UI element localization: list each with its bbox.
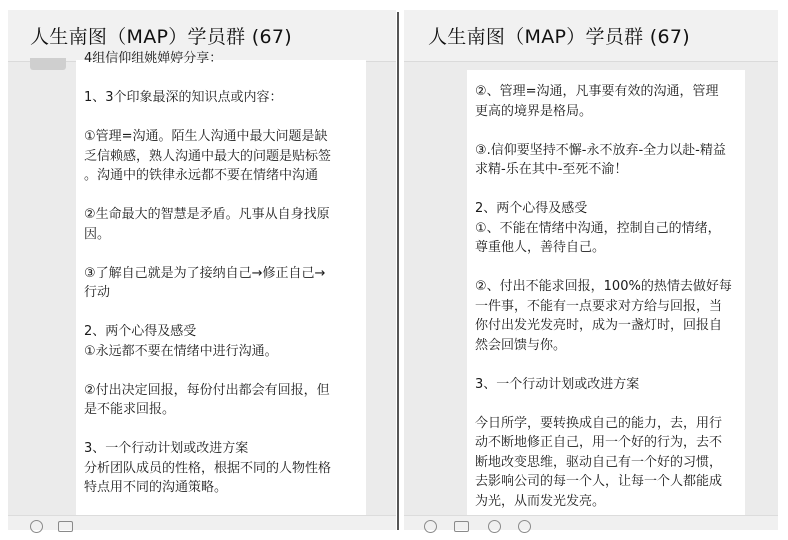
message-line: 求精-乐在其中-至死不渝！ — [475, 162, 628, 177]
message-line: 断地改变思维，驱动自己有一个好的习惯， — [475, 454, 723, 470]
blank-line — [84, 420, 358, 440]
message-line: 2、两个心得及感受 — [84, 324, 197, 339]
blank-line — [84, 303, 358, 323]
blank-line — [84, 186, 358, 206]
blank-line — [475, 394, 737, 414]
screenshot-divider — [397, 12, 399, 530]
blank-line — [475, 180, 737, 200]
folder-icon[interactable] — [58, 521, 73, 532]
message-line: 1、3个印象最深的知识点或内容： — [84, 90, 283, 105]
message-line: 分析团队成员的性格，根据不同的人物性格 — [84, 460, 332, 476]
message-line: ③.信仰要坚持不懈-永不放弃-全力以赴-精益 — [475, 142, 726, 158]
message-line: 尊重他人，善待自己。 — [475, 240, 606, 255]
message-line: 乏信赖感，熟人沟通中最大的问题是贴标签 — [84, 148, 332, 164]
message-line: 2、两个心得及感受 — [475, 201, 588, 216]
emoji-icon[interactable] — [424, 520, 437, 533]
message-line: ②生命最大的智慧是矛盾。凡事从自身找原 — [84, 207, 330, 222]
group-chat-title: 人生南图（MAP）学员群 (67) — [30, 26, 292, 48]
message-line: 是不能求回报。 — [84, 402, 176, 417]
folder-icon[interactable] — [454, 521, 469, 532]
chat-header — [404, 10, 778, 62]
message-line: 去影响公司的每一个人，让每一个人都能成 — [475, 474, 723, 489]
message-line: ③了解自己就是为了接纳自己→修正自己→ — [84, 265, 326, 281]
message-line: 一件事，不能有一点要求对方给与回报，当 — [475, 298, 723, 314]
message-line: 特点用不同的沟通策略。 — [84, 480, 228, 495]
message-line: 然会回馈与你。 — [475, 337, 567, 353]
blank-line — [84, 69, 358, 89]
chat-input-toolbar — [8, 515, 396, 530]
message-line: 今日所学，要转换成自己的能力，去，用行 — [475, 415, 723, 431]
message-line: 为光，从而发光发亮。 — [475, 493, 606, 509]
message-line: 。沟通中的铁律永远都不要在情绪中沟通 — [84, 168, 319, 183]
message-line: 动不断地修正自己，用一个好的行为，去不 — [475, 435, 723, 450]
group-chat-title: 人生南图（MAP）学员群 (67) — [428, 26, 690, 48]
blank-line — [84, 244, 358, 264]
message-bubble — [76, 51, 366, 515]
message-line: 4组信仰组姚婵婷分享： — [84, 51, 223, 66]
message-line: ①永远都不要在情绪中进行沟通。 — [84, 343, 278, 359]
message-line: 更高的境界是格局。 — [475, 103, 593, 119]
message-bubble — [467, 70, 745, 515]
message-line: 你付出发光发亮时，成为一盏灯时，回报自 — [475, 318, 723, 333]
message-line: ①管理=沟通。陌生人沟通中最大问题是缺 — [84, 129, 328, 144]
chat-input-toolbar — [404, 515, 778, 530]
blank-line — [475, 355, 737, 375]
left-chat-window — [8, 10, 396, 530]
blank-line — [84, 108, 358, 128]
message-line: 3、一个行动计划或改进方案 — [84, 441, 249, 456]
chat-bubble-icon[interactable] — [518, 520, 531, 533]
message-line: 行动 — [84, 285, 111, 300]
blank-line — [475, 121, 737, 141]
message-line: 因。 — [84, 226, 111, 242]
message-line: ②、管理=沟通，凡事要有效的沟通，管理 — [475, 84, 719, 99]
scissors-icon[interactable] — [488, 520, 501, 533]
blank-line — [475, 258, 737, 278]
right-chat-window — [404, 10, 778, 530]
message-line: 3、一个行动计划或改进方案 — [475, 376, 640, 392]
sender-avatar[interactable] — [30, 58, 66, 70]
emoji-icon[interactable] — [30, 520, 43, 533]
blank-line — [84, 361, 358, 381]
message-line: ②、付出不能求回报，100%的热情去做好每 — [475, 279, 732, 294]
message-line: ②付出决定回报，每份付出都会有回报，但 — [84, 382, 330, 398]
message-line: ①、不能在情绪中沟通，控制自己的情绪， — [475, 220, 721, 236]
